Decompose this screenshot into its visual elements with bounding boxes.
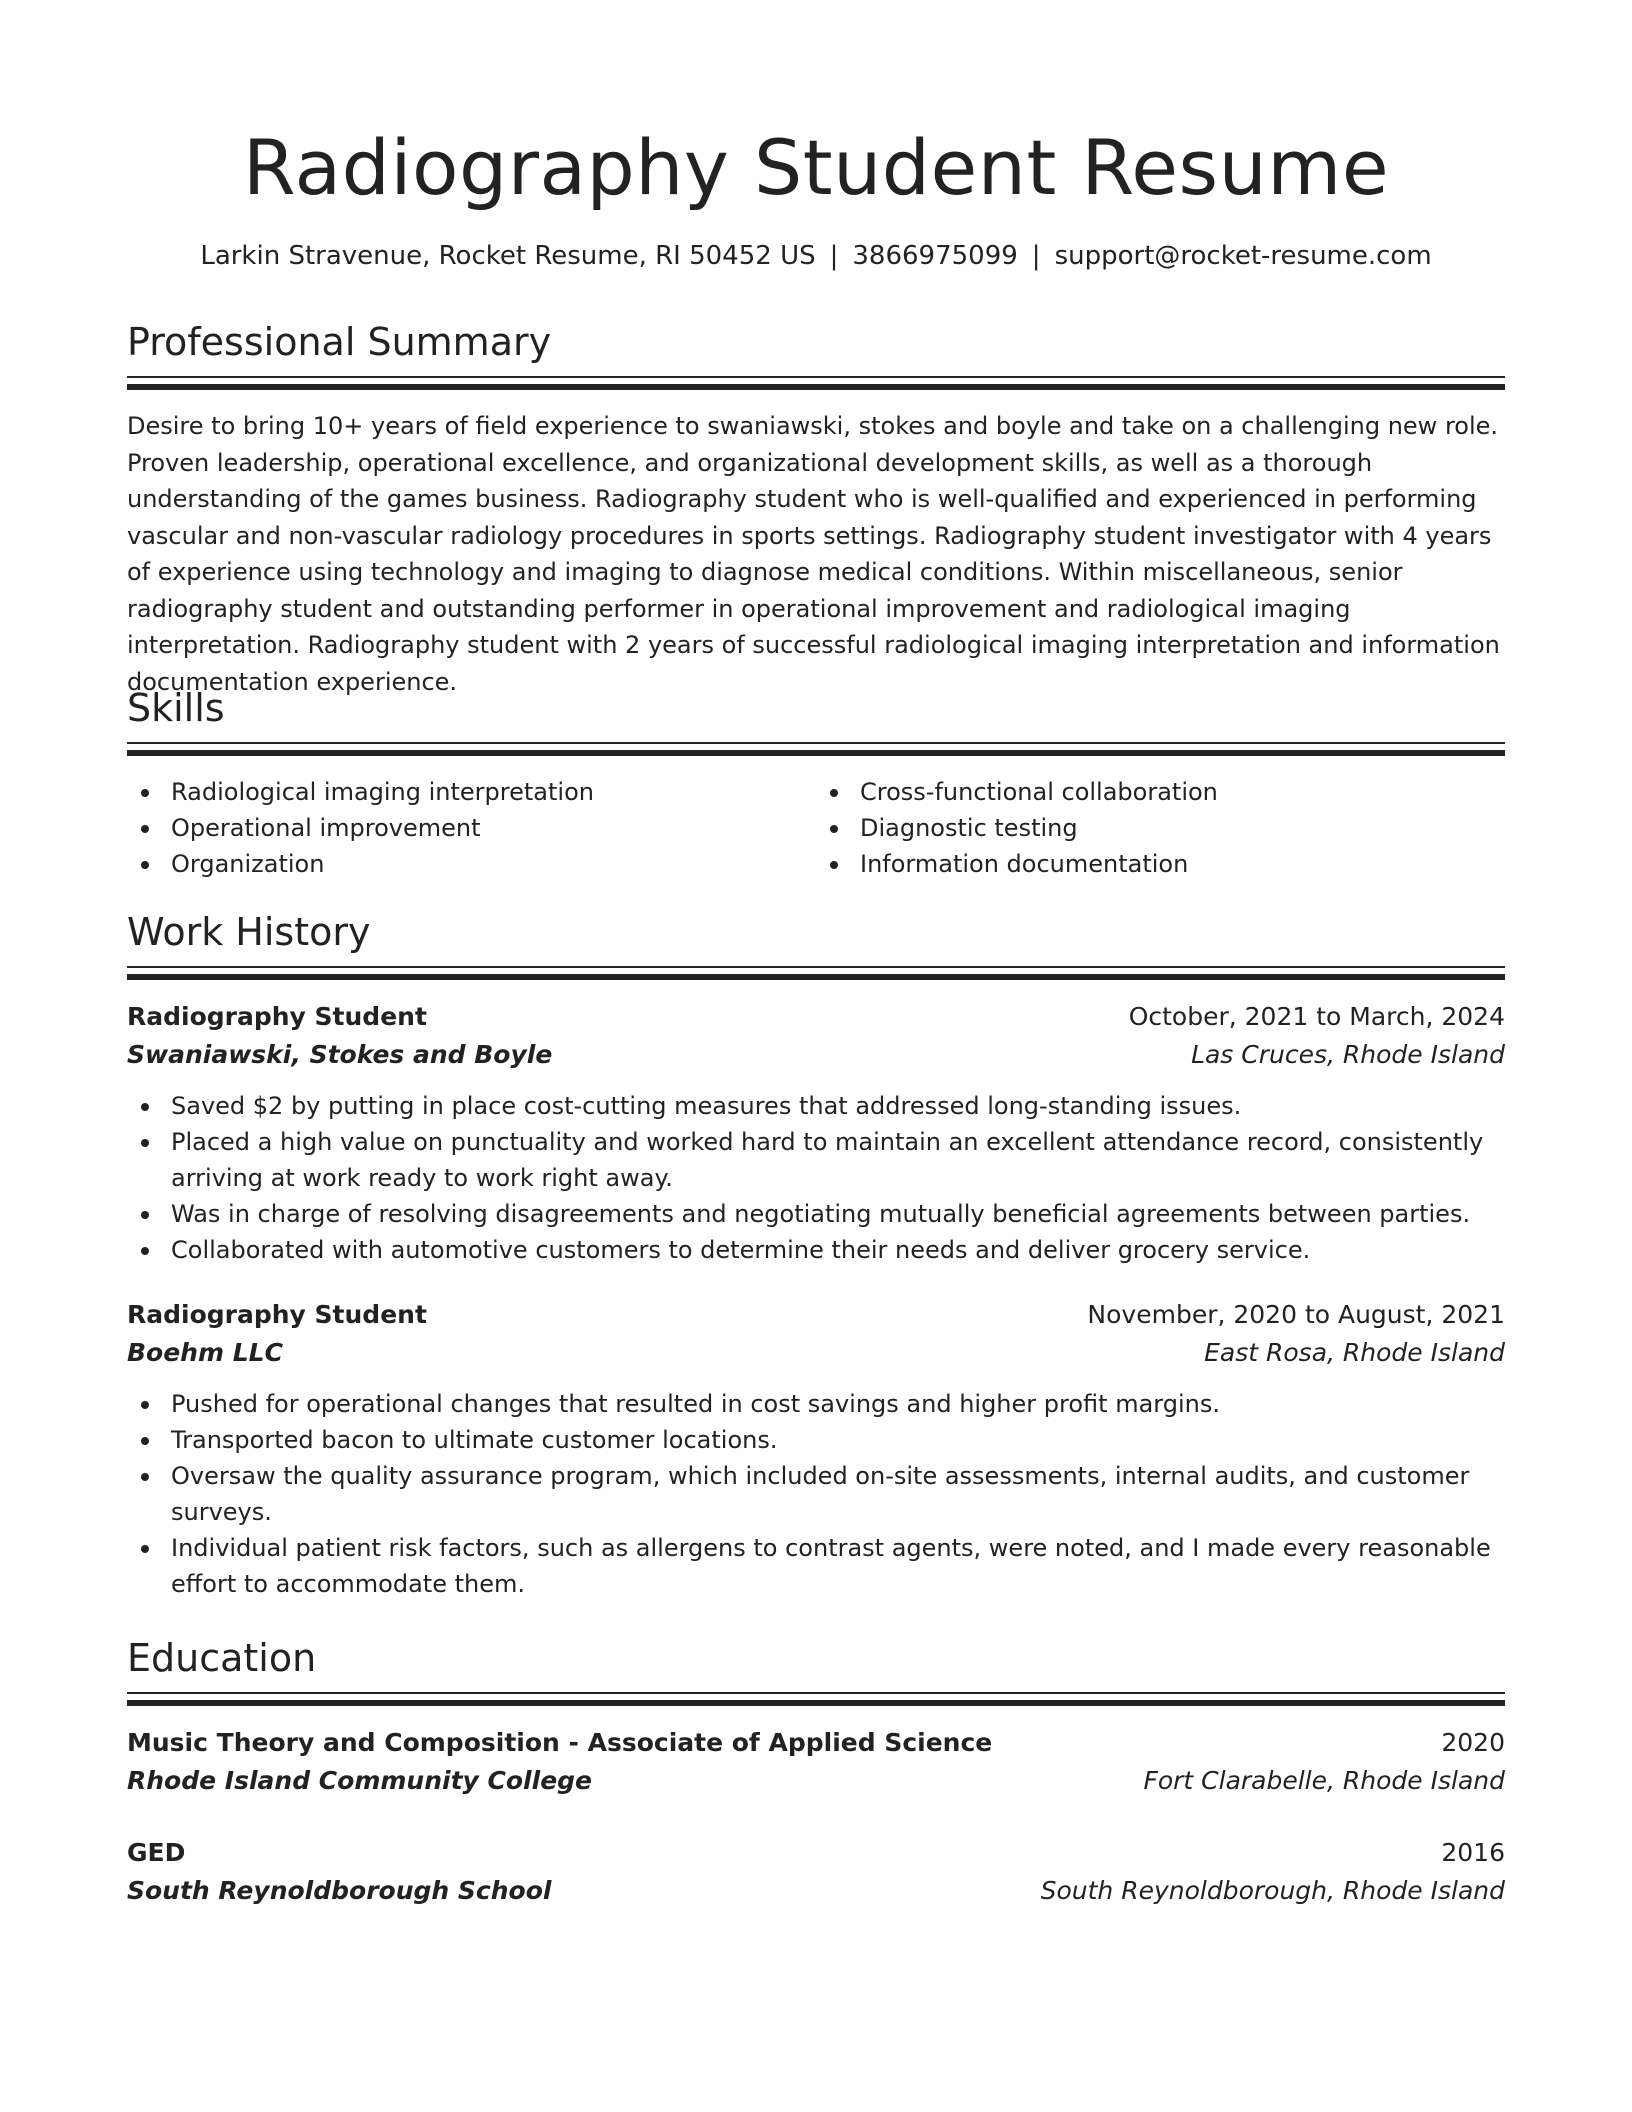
education-school: South Reynoldborough School [127,1876,552,1905]
contact-separator: | [1031,241,1041,271]
education-degree: Music Theory and Composition - Associate of Applied Science [127,1728,993,1757]
section-divider [127,376,1505,390]
job-bullet: Collaborated with automotive customers to determine their needs and deliver grocery service. [127,1232,1505,1268]
work-section [127,906,1505,1602]
job-entry [127,1296,1505,1602]
education-section [127,1632,1505,1910]
summary-section [127,316,1505,700]
job-bullets [127,1088,1505,1268]
education-location: South Reynoldborough, Rhode Island [1040,1876,1505,1905]
skills-grid [127,774,1505,882]
summary-text: Desire to bring 10+ years of field experience to swaniawski, stokes and boyle and take on a challenging new role. Proven leadership, operational excellence, and organizational development skills, as well as a thorough understanding of the games business. Radiography student who is well-qualified and experienced in performing vascular and non-vascular radiology procedures in sports settings. Radiography student investigator with 4 years of experience using technology and imaging to diagnose medical conditions. Within miscellaneous, senior radiography student and outstanding performer in operational improvement and radiological imaging interpretation. Radiography student with 2 years of successful radiological imaging interpretation and information documentation experience. [127,412,1500,696]
job-bullet: Placed a high value on punctuality and worked hard to maintain an excellent attendance record, consistently arriving at work ready to work right away. [127,1124,1505,1196]
job-bullet: Transported bacon to ultimate customer locations. [127,1422,1505,1458]
contact-email: support@rocket-resume.com [1054,241,1432,271]
job-location: East Rosa, Rhode Island [1204,1338,1505,1367]
job-dates: October, 2021 to March, 2024 [1128,1002,1505,1031]
skill-item: Cross-functional collaboration [816,774,1505,810]
job-title: Radiography Student [127,1002,427,1031]
skill-item: Radiological imaging interpretation [127,774,816,810]
contact-separator: | [829,241,839,271]
job-bullet: Oversaw the quality assurance program, which included on-site assessments, internal audits, and customer surveys. [127,1458,1505,1530]
section-divider [127,966,1505,980]
section-heading-education: Education [127,1636,317,1680]
skill-item: Information documentation [816,846,1505,882]
section-heading-skills: Skills [127,686,225,730]
education-entry [127,1834,1505,1910]
skills-list-right [816,774,1505,882]
skills-list-left [127,774,816,882]
contact-line [127,238,1505,274]
education-entry [127,1724,1505,1800]
education-school: Rhode Island Community College [127,1766,593,1795]
job-location: Las Cruces, Rhode Island [1191,1040,1505,1069]
section-divider [127,742,1505,756]
section-heading-work: Work History [127,910,371,954]
job-bullets [127,1386,1505,1602]
job-dates: November, 2020 to August, 2021 [1087,1300,1505,1329]
skill-item: Organization [127,846,816,882]
job-company: Boehm LLC [127,1338,283,1367]
skill-item: Operational improvement [127,810,816,846]
resume-title: Radiography Student Resume [242,123,1390,212]
job-bullet: Saved $2 by putting in place cost-cutting measures that addressed long-standing issues. [127,1088,1505,1124]
skills-section [127,682,1505,882]
contact-address: Larkin Stravenue, Rocket Resume, RI 50452 US [200,241,816,271]
education-degree: GED [127,1838,186,1867]
section-heading-summary: Professional Summary [127,320,552,364]
job-bullet: Individual patient risk factors, such as allergens to contrast agents, were noted, and I made every reasonable effort to accommodate them. [127,1530,1505,1602]
job-entry [127,998,1505,1268]
job-bullet: Was in charge of resolving disagreements and negotiating mutually beneficial agreements between parties. [127,1196,1505,1232]
section-divider [127,1692,1505,1706]
job-company: Swaniawski, Stokes and Boyle [127,1040,553,1069]
contact-phone: 3866975099 [852,241,1018,271]
job-bullet: Pushed for operational changes that resulted in cost savings and higher profit margins. [127,1386,1505,1422]
education-location: Fort Clarabelle, Rhode Island [1143,1766,1505,1795]
skill-item: Diagnostic testing [816,810,1505,846]
job-title: Radiography Student [127,1300,427,1329]
education-year: 2016 [1441,1838,1505,1867]
education-year: 2020 [1441,1728,1505,1757]
